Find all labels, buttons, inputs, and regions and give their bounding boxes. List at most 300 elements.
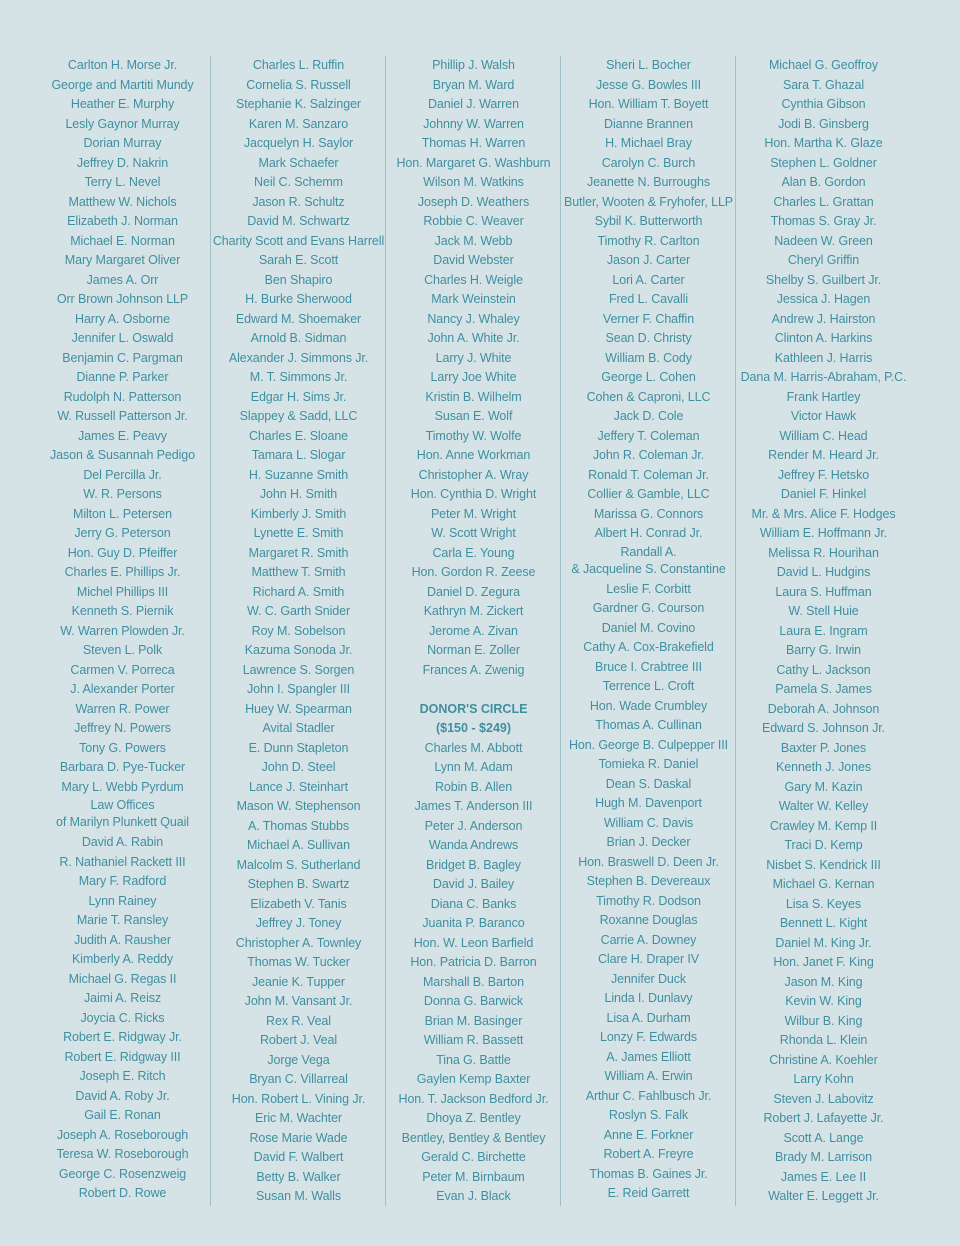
donor-name: Hon. George B. Culpepper III (568, 737, 729, 752)
donor-name: Carrie A. Downey (600, 932, 697, 947)
donor-name: William C. Davis (603, 815, 694, 830)
donor-name: Jeffrey N. Powers (74, 721, 171, 735)
donor-name: Carlton H. Morse Jr. (67, 58, 178, 72)
donor-name: Carmen V. Porreca (70, 662, 175, 677)
donor-name: Hon. Janet F. King (773, 955, 874, 969)
donor-name: Wanda Andrews (428, 838, 519, 852)
donor-name: Elizabeth V. Tanis (250, 896, 347, 911)
donor-name: Tamara L. Slogar (251, 448, 346, 462)
donor-name: David Webster (433, 253, 514, 267)
donor-name: Law Offices (90, 798, 155, 812)
donor-name: Jeffrey F. Hetsko (777, 467, 870, 482)
donor-name: Lynn Rainey (88, 893, 157, 908)
donor-name: Phillip J. Walsh (432, 58, 515, 72)
donor-name: Kathryn M. Zickert (423, 604, 524, 618)
donor-name: Thomas A. Cullinan (595, 718, 702, 732)
donor-name: Juanita P. Baranco (422, 916, 525, 930)
donor-name: Robert E. Ridgway III (64, 1049, 181, 1064)
donor-name: Nancy J. Whaley (427, 311, 520, 326)
donor-name: Charles H. Weigle (424, 272, 523, 287)
donor-name: W. Warren Plowden Jr. (60, 623, 185, 638)
donor-name: Robbie C. Weaver (423, 214, 524, 228)
donor-name: A. James Elliott (606, 1049, 691, 1064)
donor-name: Bentley, Bentley & Bentley (401, 1130, 546, 1145)
donor-name: & Jacqueline S. Constantine (571, 561, 726, 576)
donor-name: Render M. Heard Jr. (768, 448, 879, 462)
donor-name: Jessica J. Hagen (776, 292, 871, 306)
donor-name: Kevin W. King (785, 994, 862, 1008)
donor-name: Slappey & Sadd, LLC (239, 409, 358, 423)
donor-name: James T. Anderson III (414, 799, 533, 813)
donor-name: Pamela S. James (775, 682, 872, 696)
donor-name: Jeffrey D. Nakrin (76, 155, 169, 170)
donor-name: Mark Weinstein (431, 292, 516, 306)
donor-name: Charles M. Abbott (424, 740, 523, 755)
donor-name: Peter M. Wright (430, 506, 517, 521)
donor-name: Matthew T. Smith (251, 565, 346, 579)
donor-name: Bryan M. Ward (432, 77, 515, 92)
donor-name: Joseph E. Ritch (79, 1069, 166, 1083)
donor-name: Christine A. Koehler (769, 1052, 878, 1067)
donor-name: Hon. Braswell D. Deen Jr. (578, 854, 719, 869)
donor-name: Dianne P. Parker (76, 370, 169, 384)
donor-name: Dorian Murray (83, 136, 162, 150)
donor-name: Carolyn C. Burch (601, 155, 696, 170)
donor-name: Hon. Patricia D. Barron (410, 955, 537, 969)
donor-name: David A. Rabin (81, 835, 164, 849)
donor-name: Orr Brown Johnson LLP (56, 292, 189, 306)
donor-name: Michael E. Norman (70, 233, 175, 248)
donor-name: Thomas B. Gaines Jr. (589, 1166, 708, 1181)
donor-name: Mary F. Radford (78, 874, 167, 888)
donor-name: Thomas H. Warren (421, 136, 526, 150)
donor-name: Brian J. Decker (606, 835, 691, 849)
donor-name: W. Russell Patterson Jr. (57, 409, 188, 423)
donor-name: Michael G. Geoffroy (768, 58, 879, 72)
column-5 (735, 56, 911, 1206)
donor-name: Hon. T. Jackson Bedford Jr. (398, 1091, 549, 1106)
donor-name: Nisbet S. Kendrick III (766, 857, 881, 872)
donor-name: Alan B. Gordon (781, 175, 866, 189)
donor-name: Michael A. Sullivan (246, 838, 350, 852)
donor-name: Stephen B. Devereaux (586, 874, 711, 888)
donor-name: Brian M. Basinger (424, 1013, 523, 1028)
donor-name: William A. Erwin (604, 1069, 693, 1083)
donor-name: Lynette E. Smith (253, 526, 344, 540)
spacer (386, 680, 561, 700)
donor-name: John R. Coleman Jr. (592, 448, 705, 462)
donor-name: Michel Phillips III (76, 584, 169, 599)
donor-name: Hugh M. Davenport (595, 796, 702, 810)
donor-name: Jack D. Cole (613, 409, 684, 423)
donor-name: Jeanie K. Tupper (252, 974, 345, 989)
donor-name: Clare H. Draper IV (597, 952, 699, 966)
donor-name: Lawrence S. Sorgen (242, 662, 355, 677)
donor-name: Dean S. Daskal (605, 776, 692, 791)
donor-name: Wilbur B. King (784, 1013, 863, 1028)
donor-name: David L. Hudgins (776, 565, 871, 579)
donor-name: H. Michael Bray (605, 136, 692, 150)
donor-name: Mary Margaret Oliver (64, 253, 181, 267)
donor-name: Terry L. Nevel (84, 175, 161, 189)
donor-name: Jorge Vega (267, 1052, 330, 1067)
donor-name: David A. Roby Jr. (75, 1088, 170, 1103)
donor-name: Gerald C. Birchette (421, 1150, 526, 1164)
donor-name: Johnny W. Warren (423, 116, 524, 131)
donor-name: Betty B. Walker (256, 1169, 341, 1184)
donor-name: W. Stell Huie (788, 604, 859, 618)
donor-name: Scott A. Lange (783, 1130, 864, 1145)
donor-name: Michael G. Kernan (772, 877, 875, 891)
donor-name: Sarah E. Scott (258, 253, 339, 267)
donor-name: Barry G. Irwin (786, 643, 861, 657)
donor-name: Arnold B. Sidman (250, 331, 347, 345)
donor-name: Stephen B. Swartz (247, 877, 350, 891)
donor-name: Kimberly A. Reddy (71, 952, 174, 966)
donor-name: Butler, Wooten & Fryhofer, LLP (563, 194, 734, 209)
donor-name: Tina G. Battle (436, 1052, 511, 1067)
donor-name: Baxter P. Jones (780, 740, 867, 755)
donor-name: Thomas W. Tucker (247, 955, 350, 969)
donor-name: Steven J. Labovitz (773, 1091, 874, 1106)
donor-name: Robert A. Freyre (603, 1147, 694, 1161)
donor-name: Larry Kohn (793, 1072, 854, 1086)
column-1 (35, 56, 210, 1204)
donor-name: Larry Joe White (430, 370, 517, 384)
donor-name: Thomas S. Gray Jr. (770, 214, 877, 228)
donor-name: of Marilyn Plunkett Quail (56, 815, 189, 829)
donor-name: John I. Spangler III (247, 682, 350, 696)
donor-name: Neil C. Schemm (254, 175, 343, 189)
donor-name: Robert D. Rowe (78, 1186, 167, 1200)
donor-name: Leslie F. Corbitt (606, 581, 691, 596)
donor-name: Laura S. Huffman (775, 584, 872, 599)
donor-name: Marshall B. Barton (422, 974, 525, 989)
donor-name: Jerry G. Peterson (74, 526, 171, 540)
donor-name: Daniel M. Covino (601, 620, 696, 635)
donor-name: Malcolm S. Sutherland (236, 857, 361, 872)
donor-name: Edward S. Johnson Jr. (762, 721, 885, 735)
donor-name: Barbara D. Pye-Tucker (59, 760, 186, 774)
donor-name: Bennett L. Kight (779, 916, 868, 930)
donor-name: Kazuma Sonoda Jr. (244, 643, 353, 657)
donor-name: Sheri L. Bocher (606, 58, 691, 72)
donor-name: Verner F. Chaffin (602, 311, 695, 326)
donor-name: Hon. Wade Crumbley (589, 698, 708, 713)
donor-name: Joycia C. Ricks (80, 1010, 165, 1025)
donor-name: Daniel D. Zegura (427, 584, 520, 599)
donor-name: Tomieka R. Daniel (598, 757, 699, 771)
donor-name: Nadeen W. Green (774, 233, 873, 248)
donor-name: Jennifer Duck (610, 971, 687, 986)
donor-name: Jodi B. Ginsberg (778, 116, 869, 131)
donor-name: Cathy L. Jackson (776, 662, 871, 677)
donor-name: Lisa A. Durham (606, 1010, 691, 1025)
donor-name: Kathleen J. Harris (774, 350, 873, 365)
donor-name: Jack M. Webb (434, 233, 513, 248)
donor-name: Peter M. Birnbaum (422, 1169, 525, 1184)
donor-name: Mason W. Stephenson (236, 799, 361, 813)
donor-name: Terrence L. Croft (602, 679, 695, 693)
donor-name: Charity Scott and Evans Harrell (212, 233, 385, 248)
donor-name: Charles E. Sloane (248, 428, 349, 443)
donor-name: Hon. Margaret G. Washburn (396, 155, 551, 170)
donor-name: Kimberly J. Smith (250, 506, 347, 521)
donor-name: Matthew W. Nichols (68, 194, 177, 209)
donor-name: Mary L. Webb Pyrdum (61, 779, 184, 794)
donor-name: Jeffrey J. Toney (255, 916, 342, 930)
donor-name: Lisa S. Keyes (785, 896, 862, 911)
donor-name: Lance J. Steinhart (249, 779, 348, 794)
donor-name: Hon. Martha K. Glaze (764, 136, 883, 150)
donor-name: Dhoya Z. Bentley (426, 1111, 521, 1125)
donor-name: William R. Bassett (423, 1033, 524, 1047)
donor-name: Hon. Robert L. Vining Jr. (231, 1091, 366, 1106)
donor-name: William C. Head (779, 428, 868, 443)
donor-name: Benjamin C. Pargman (62, 350, 183, 365)
donor-name: Hon. Guy D. Pfeiffer (67, 545, 178, 560)
donor-name: George C. Rosenzweig (58, 1166, 187, 1181)
donor-name: Jason R. Schultz (252, 194, 345, 209)
donor-name: Frank Hartley (786, 389, 861, 404)
donor-name: Robert J. Lafayette Jr. (763, 1111, 884, 1125)
column-2 (210, 56, 386, 1206)
donor-name: Diana C. Banks (430, 896, 517, 911)
donor-name: George L. Cohen (601, 370, 696, 384)
donor-name: Peter J. Anderson (424, 818, 523, 833)
donor-name: Christopher A. Townley (235, 935, 362, 950)
donor-name: Cheryl Griffin (787, 253, 860, 267)
donor-name: Christopher A. Wray (418, 467, 529, 482)
donor-name: W. Scott Wright (431, 526, 516, 540)
donor-name: Donna G. Barwick (423, 994, 524, 1008)
donor-name: Melissa R. Hourihan (768, 545, 879, 560)
donor-name: Susan M. Walls (256, 1189, 341, 1203)
donor-name: Norman E. Zoller (427, 643, 520, 657)
donor-name: Laura E. Ingram (779, 623, 868, 638)
donor-name: James E. Peavy (78, 428, 167, 443)
donor-name: Lori A. Carter (612, 272, 685, 287)
donor-name: Crawley M. Kemp II (769, 818, 878, 833)
donor-name: Daniel J. Warren (427, 97, 520, 111)
donor-name: Rex R. Veal (266, 1013, 331, 1028)
donor-name: Charles L. Ruffin (252, 58, 345, 72)
donor-name: John M. Vansant Jr. (244, 994, 353, 1008)
donor-name: M. T. Simmons Jr. (249, 370, 348, 384)
donor-name: H. Burke Sherwood (245, 292, 352, 306)
donor-name: Jeanette N. Burroughs (587, 175, 710, 189)
donor-name: Rudolph N. Patterson (63, 389, 182, 404)
donor-name: Bruce I. Crabtree III (595, 659, 702, 674)
donor-name: Charles E. Phillips Jr. (64, 565, 181, 579)
donor-name: Rhonda L. Klein (779, 1033, 868, 1047)
donor-name: Robin B. Allen (434, 779, 513, 794)
donor-name: Jerome A. Zivan (429, 623, 518, 638)
donor-name: Hon. Gordon R. Zeese (411, 565, 536, 579)
donor-name: Anne E. Forkner (603, 1127, 694, 1142)
donor-name: Lesly Gaynor Murray (65, 116, 180, 131)
donor-name: Alexander J. Simmons Jr. (228, 350, 369, 365)
donor-name: Timothy R. Carlton (597, 233, 700, 248)
donor-name: William E. Hoffmann Jr. (759, 526, 888, 540)
donor-name: Mr. & Mrs. Alice F. Hodges (751, 506, 896, 521)
donor-name: Jacquelyn H. Saylor (243, 136, 354, 150)
donor-name: Rose Marie Wade (249, 1130, 348, 1145)
donor-name: Clinton A. Harkins (774, 331, 873, 345)
donor-name: E. Reid Garrett (607, 1186, 690, 1200)
donor-name: Jesse G. Bowles III (595, 77, 702, 92)
donor-name: Steven L. Polk (82, 643, 163, 657)
donor-name: Walter E. Leggett Jr. (768, 1189, 879, 1203)
donor-name: Kenneth J. Jones (776, 760, 871, 774)
donor-name: John D. Steel (261, 760, 336, 774)
donor-name: Traci D. Kemp (784, 838, 863, 852)
donor-name: Fred L. Cavalli (608, 292, 689, 306)
donor-name: Charles L. Grattan (773, 194, 874, 209)
donor-name: Cathy A. Cox-Brakefield (583, 640, 714, 654)
donor-name: Cynthia Gibson (781, 97, 866, 111)
donor-name: Hon. William T. Boyett (588, 97, 709, 111)
donor-name: Daniel M. King Jr. (775, 935, 872, 950)
donor-name: Warren R. Power (75, 701, 170, 716)
donor-name: Mark Schaefer (258, 155, 339, 170)
donor-name: Lynn M. Adam (434, 760, 513, 774)
donor-name: Marie T. Ransley (76, 913, 169, 927)
donor-name: Daniel F. Hinkel (780, 487, 867, 501)
donor-name: Carla E. Young (432, 545, 515, 560)
donor-name: Avital Stadler (262, 721, 335, 735)
column-4 (560, 56, 736, 1206)
donor-name: David F. Walbert (253, 1150, 344, 1164)
donor-name: Deborah A. Johnson (767, 701, 880, 716)
donor-name: Sara T. Ghazal (782, 77, 865, 92)
donor-name: Gail E. Ronan (84, 1108, 161, 1122)
donor-name: Judith A. Rausher (74, 932, 171, 947)
donor-name: Edward M. Shoemaker (235, 311, 362, 326)
donor-name: David M. Schwartz (247, 214, 350, 228)
donor-name: Albert H. Conrad Jr. (594, 526, 703, 540)
donor-name: Harry A. Osborne (75, 311, 170, 326)
donor-name: Huey W. Spearman (245, 701, 352, 716)
donor-name: John A. White Jr. (427, 331, 520, 345)
donor-name: Robert E. Ridgway Jr. (63, 1030, 182, 1044)
donor-name: George and Martiti Mundy (51, 77, 194, 92)
donor-name: Jennifer L. Oswald (71, 331, 174, 345)
donor-name: Hon. Cynthia D. Wright (410, 487, 537, 501)
donor-name: Roy M. Sobelson (251, 623, 346, 638)
donor-name: Del Percilla Jr. (83, 467, 162, 482)
donor-name: Richard A. Smith (252, 584, 345, 599)
donor-name: Elizabeth J. Norman (67, 214, 178, 228)
donor-name: Milton L. Petersen (73, 506, 172, 521)
donor-name: Bryan C. Villarreal (249, 1072, 348, 1086)
donor-name: James E. Lee II (780, 1169, 867, 1184)
donor-name: Michael G. Regas II (68, 971, 177, 986)
donor-name: Gaylen Kemp Baxter (416, 1072, 531, 1086)
donor-name: Hon. W. Leon Barfield (413, 935, 534, 950)
donor-name: Victor Hawk (790, 409, 857, 423)
donor-name: Kristin B. Wilhelm (425, 389, 522, 404)
column-3 (385, 56, 561, 1206)
donor-name: John H. Smith (259, 487, 338, 501)
donor-name: David J. Bailey (432, 877, 515, 891)
donor-name: Shelby S. Guilbert Jr. (765, 272, 882, 287)
section-range: ($150 - $249) (435, 721, 512, 735)
donor-name: Jason M. King (784, 974, 863, 989)
donor-name: Jaimi A. Reisz (83, 991, 162, 1005)
donor-name: Larry J. White (435, 350, 512, 365)
donor-name: R. Nathaniel Rackett III (59, 854, 186, 869)
donor-name: Marissa G. Connors (593, 506, 704, 521)
donor-name: Gardner G. Courson (592, 601, 705, 615)
donor-name: Evan J. Black (436, 1189, 511, 1203)
donor-name: Jason & Susannah Pedigo (49, 448, 196, 462)
donor-name: Sean D. Christy (605, 331, 692, 345)
donor-name: Hon. Anne Workman (416, 448, 531, 462)
donor-name: Dianne Brannen (604, 116, 693, 131)
donor-name: Andrew J. Hairston (771, 311, 876, 326)
donor-name: J. Alexander Porter (70, 682, 175, 696)
donor-name: Joseph D. Weathers (417, 194, 530, 209)
donor-name: Dana M. Harris-Abraham, P.C. (740, 370, 907, 384)
donor-name: Kenneth S. Piernik (71, 604, 174, 618)
donor-name: Arthur C. Fahlbusch Jr. (585, 1088, 712, 1103)
donor-name: Heather E. Murphy (70, 97, 175, 111)
donor-name: Lonzy F. Edwards (599, 1030, 698, 1044)
donor-name: Stephen L. Goldner (770, 155, 877, 170)
donor-name: Tony G. Powers (79, 740, 166, 755)
donor-name: Ronald T. Coleman Jr. (588, 467, 709, 482)
donor-name: Linda I. Dunlavy (604, 991, 693, 1005)
donor-name: Robert J. Veal (259, 1033, 338, 1047)
donor-name: Sybil K. Butterworth (594, 214, 703, 228)
donor-name: James A. Orr (86, 272, 159, 287)
donor-name: Gary M. Kazin (784, 779, 863, 794)
donor-name: Walter W. Kelley (778, 799, 869, 813)
donor-name: Brady M. Larrison (775, 1150, 872, 1164)
donor-name: Edgar H. Sims Jr. (250, 389, 347, 404)
donor-name: Teresa W. Roseborough (56, 1147, 189, 1161)
donor-name: Ben Shapiro (264, 272, 333, 287)
donor-name: A. Thomas Stubbs (247, 818, 349, 833)
donor-name: Bridget B. Bagley (426, 857, 521, 872)
donor-name: Timothy W. Wolfe (425, 428, 522, 443)
donor-name: Roxanne Douglas (599, 913, 698, 927)
donor-name: E. Dunn Stapleton (248, 740, 349, 755)
donor-name: W. R. Persons (83, 487, 162, 501)
donor-name: H. Suzanne Smith (248, 467, 349, 482)
donor-name: Timothy R. Dodson (596, 893, 701, 908)
donor-name: Frances A. Zwenig (422, 662, 525, 677)
donor-name: William B. Cody (605, 350, 692, 365)
donor-name: Wilson M. Watkins (423, 175, 524, 189)
donor-name: Cornelia S. Russell (246, 77, 351, 92)
donor-name: Jason J. Carter (606, 253, 691, 267)
donor-name: Jeffery T. Coleman (597, 428, 700, 443)
donor-name: Susan E. Wolf (434, 409, 513, 423)
donor-name: Collier & Gamble, LLC (587, 487, 710, 501)
donor-name: Stephanie K. Salzinger (236, 97, 361, 111)
donor-name: Eric M. Wachter (255, 1111, 342, 1125)
donor-name: Margaret R. Smith (248, 545, 349, 560)
donor-name: W. C. Garth Snider (246, 604, 351, 618)
donor-name: Joseph A. Roseborough (56, 1127, 189, 1142)
donor-name: Roslyn S. Falk (608, 1108, 689, 1122)
section-title: DONOR'S CIRCLE (419, 701, 528, 716)
donor-name: Karen M. Sanzaro (248, 116, 349, 131)
donor-name: Cohen & Caproni, LLC (586, 389, 711, 404)
donor-name: Randall A. (620, 544, 677, 559)
